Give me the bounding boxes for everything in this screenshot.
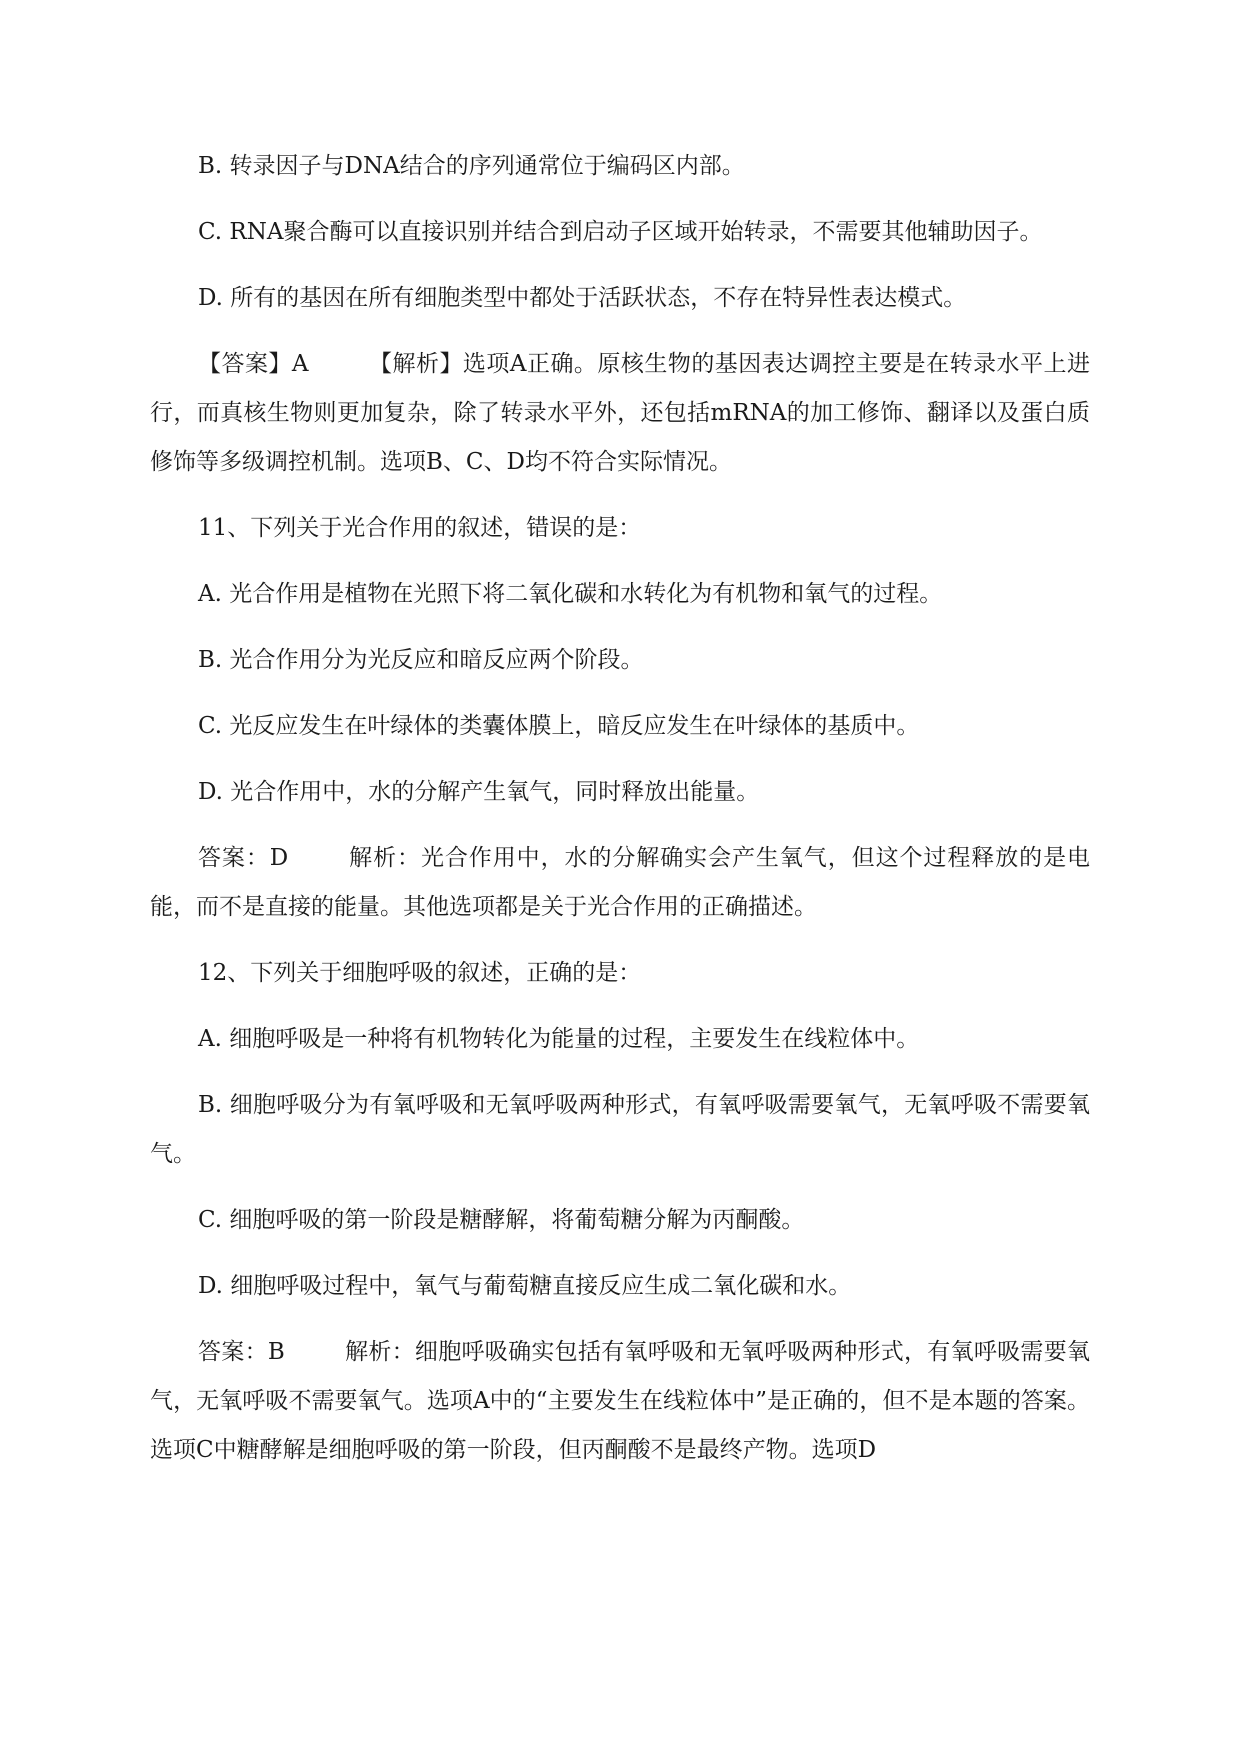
explanation-text: 解析：细胞呼吸确实包括有氧呼吸和无氧呼吸两种形式，有氧呼吸需要氧气，无氧呼吸不需要氧气。选项A中的“主要发生在线粒体中”是正确的，但不是本题的答案。选项C中糖酵解是细胞呼吸的第一阶段，但丙酮酸不是最终产物。选项D <box>150 1339 1091 1463</box>
explanation-text: 解析：光合作用中，水的分解确实会产生氧气，但这个过程释放的是电能，而不是直接的能量。其他选项都是关于光合作用的正确描述。 <box>150 845 1090 920</box>
q12-answer-explanation <box>150 1328 1090 1475</box>
q12-option-d: D. 细胞呼吸过程中，氧气与葡萄糖直接反应生成二氧化碳和水。 <box>198 1273 852 1299</box>
q11-stem: 11、下列关于光合作用的叙述，错误的是： <box>198 515 642 541</box>
answer-label: 答案：B <box>198 1339 285 1365</box>
q11-option-b: B. 光合作用分为光反应和暗反应两个阶段。 <box>198 647 644 673</box>
q11-answer-explanation <box>150 834 1090 932</box>
document-body <box>150 142 1090 1492</box>
answer-label: 答案：D <box>198 845 289 871</box>
q10-answer-explanation <box>150 340 1090 487</box>
q11-option-c: C. 光反应发生在叶绿体的类囊体膜上，暗反应发生在叶绿体的基质中。 <box>198 713 920 739</box>
q12-option-c: C. 细胞呼吸的第一阶段是糖酵解，将葡萄糖分解为丙酮酸。 <box>198 1207 805 1233</box>
q10-option-c: C. RNA聚合酶可以直接识别并结合到启动子区域开始转录，不需要其他辅助因子。 <box>198 219 1043 245</box>
q10-option-b: B. 转录因子与DNA结合的序列通常位于编码区内部。 <box>198 153 745 179</box>
answer-label: 【答案】A <box>198 351 309 377</box>
q11-option-a: A. 光合作用是植物在光照下将二氧化碳和水转化为有机物和氧气的过程。 <box>198 581 943 607</box>
q12-option-a: A. 细胞呼吸是一种将有机物转化为能量的过程，主要发生在线粒体中。 <box>198 1026 920 1052</box>
q12-option-b: B. 细胞呼吸分为有氧呼吸和无氧呼吸两种形式，有氧呼吸需要氧气，无氧呼吸不需要氧气。 <box>150 1092 1090 1167</box>
explanation-text: 【解析】选项A正确。原核生物的基因表达调控主要是在转录水平上进行，而真核生物则更加复杂，除了转录水平外，还包括mRNA的加工修饰、翻译以及蛋白质修饰等多级调控机制。选项B、C、D均不符合实际情况。 <box>150 351 1090 475</box>
q10-option-d: D. 所有的基因在所有细胞类型中都处于活跃状态，不存在特异性表达模式。 <box>198 285 967 311</box>
q12-stem: 12、下列关于细胞呼吸的叙述，正确的是： <box>198 960 642 986</box>
q11-option-d: D. 光合作用中，水的分解产生氧气，同时释放出能量。 <box>198 779 760 805</box>
